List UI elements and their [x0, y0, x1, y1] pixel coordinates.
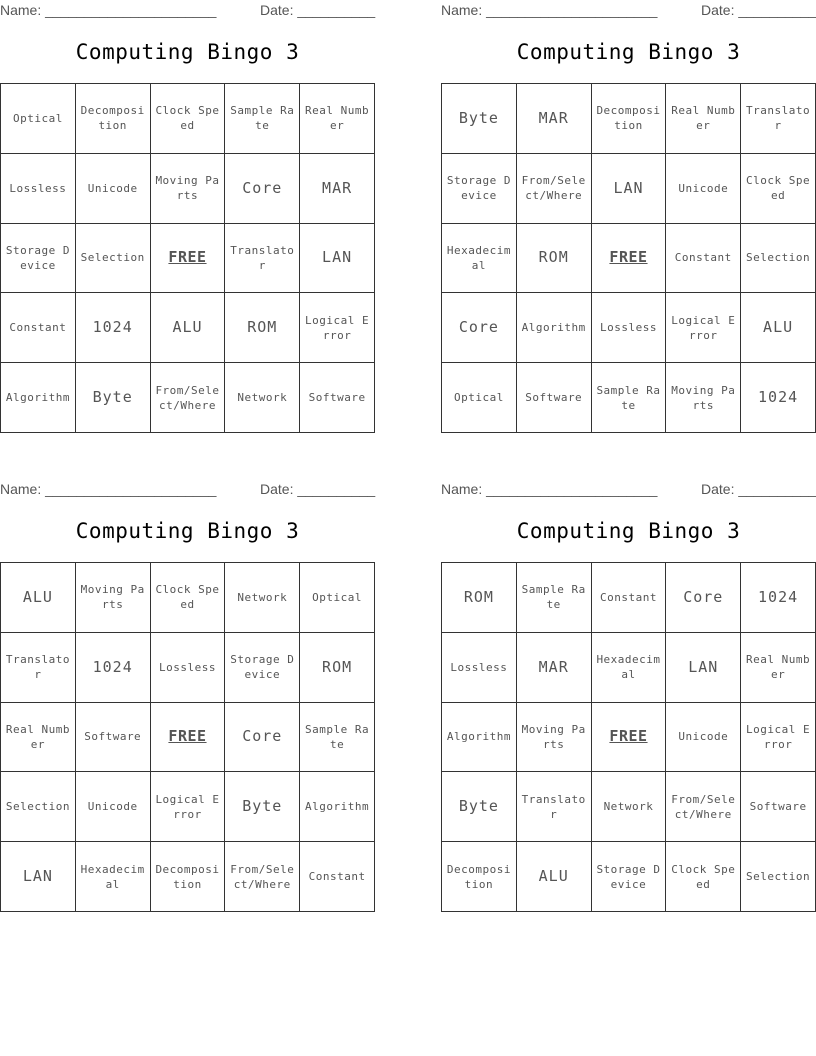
bingo-cell: Byte [76, 363, 151, 433]
bingo-cell: Byte [225, 772, 300, 842]
bingo-cell: Network [225, 563, 300, 633]
bingo-cell: Lossless [151, 633, 226, 703]
bingo-cell: ROM [300, 633, 375, 703]
bingo-cell: Clock Speed [741, 154, 816, 224]
bingo-cell: Core [225, 154, 300, 224]
bingo-grid [441, 562, 816, 912]
bingo-cell: Unicode [666, 703, 741, 773]
card-title: Computing Bingo 3 [516, 519, 741, 543]
bingo-cell: Logical Error [741, 703, 816, 773]
bingo-cell: 1024 [741, 363, 816, 433]
bingo-cell: Algorithm [300, 772, 375, 842]
bingo-cell: Unicode [76, 772, 151, 842]
bingo-cell: Unicode [666, 154, 741, 224]
bingo-cell: Real Number [1, 703, 76, 773]
free-space: FREE [151, 703, 226, 773]
name-date-line [441, 481, 816, 499]
bingo-cell: From/Select/Where [517, 154, 592, 224]
bingo-cell: Software [517, 363, 592, 433]
bingo-cell: Translator [741, 84, 816, 154]
bingo-cell: Clock Speed [151, 84, 226, 154]
bingo-cell: Unicode [76, 154, 151, 224]
bingo-cell: Decomposition [151, 842, 226, 912]
bingo-cell: Decomposition [76, 84, 151, 154]
bingo-cell: 1024 [76, 633, 151, 703]
bingo-cell: From/Select/Where [225, 842, 300, 912]
name-field-label: Name: ______________________ [441, 2, 658, 18]
bingo-cell: Moving Parts [517, 703, 592, 773]
bingo-cell: Network [225, 363, 300, 433]
card-title: Computing Bingo 3 [75, 519, 300, 543]
bingo-cell: Real Number [741, 633, 816, 703]
bingo-cell: ALU [741, 293, 816, 363]
free-space: FREE [592, 224, 667, 294]
bingo-cell: Logical Error [151, 772, 226, 842]
bingo-cell: Lossless [442, 633, 517, 703]
bingo-cell: Storage Device [1, 224, 76, 294]
bingo-cell: Algorithm [442, 703, 517, 773]
bingo-cell: Lossless [592, 293, 667, 363]
bingo-cell: Core [442, 293, 517, 363]
bingo-cell: LAN [666, 633, 741, 703]
bingo-cell: Core [225, 703, 300, 773]
bingo-cell: Real Number [666, 84, 741, 154]
bingo-cell: Moving Parts [151, 154, 226, 224]
bingo-cell: Constant [1, 293, 76, 363]
bingo-cell: ROM [225, 293, 300, 363]
bingo-cell: ALU [517, 842, 592, 912]
bingo-cell: Moving Parts [76, 563, 151, 633]
name-field-label: Name: ______________________ [441, 481, 658, 497]
bingo-cell: ROM [442, 563, 517, 633]
bingo-cell: Constant [300, 842, 375, 912]
name-field-label: Name: ______________________ [0, 481, 217, 497]
name-date-line [0, 481, 375, 499]
card-title: Computing Bingo 3 [516, 40, 741, 64]
bingo-cell: Sample Rate [300, 703, 375, 773]
bingo-cell: Core [666, 563, 741, 633]
bingo-cell: Logical Error [666, 293, 741, 363]
bingo-cell: Algorithm [517, 293, 592, 363]
bingo-cell: Storage Device [442, 154, 517, 224]
bingo-cell: Decomposition [592, 84, 667, 154]
bingo-cell: LAN [1, 842, 76, 912]
bingo-cell: Storage Device [225, 633, 300, 703]
bingo-grid [0, 562, 375, 912]
bingo-cell: Translator [225, 224, 300, 294]
bingo-cell: Byte [442, 772, 517, 842]
bingo-cell: LAN [592, 154, 667, 224]
bingo-grid [441, 83, 816, 433]
bingo-cell: Storage Device [592, 842, 667, 912]
bingo-cell: Sample Rate [225, 84, 300, 154]
bingo-cell: Optical [1, 84, 76, 154]
bingo-cell: Selection [741, 224, 816, 294]
bingo-cell: Software [741, 772, 816, 842]
bingo-cell: Constant [592, 563, 667, 633]
bingo-cell: Clock Speed [151, 563, 226, 633]
bingo-cell: Selection [1, 772, 76, 842]
bingo-cell: MAR [517, 633, 592, 703]
name-field-label: Name: ______________________ [0, 2, 217, 18]
date-field-label: Date: __________ [260, 481, 376, 497]
bingo-cell: Optical [442, 363, 517, 433]
bingo-cell: Algorithm [1, 363, 76, 433]
bingo-cell: MAR [300, 154, 375, 224]
free-space: FREE [151, 224, 226, 294]
bingo-cell: ALU [151, 293, 226, 363]
bingo-cell: Hexadecimal [442, 224, 517, 294]
bingo-cell: 1024 [76, 293, 151, 363]
bingo-cell: From/Select/Where [151, 363, 226, 433]
bingo-cell: LAN [300, 224, 375, 294]
bingo-grid [0, 83, 375, 433]
bingo-cell: Selection [741, 842, 816, 912]
date-field-label: Date: __________ [260, 2, 376, 18]
bingo-cell: Clock Speed [666, 842, 741, 912]
free-space: FREE [592, 703, 667, 773]
bingo-cell: Translator [1, 633, 76, 703]
bingo-cell: Decomposition [442, 842, 517, 912]
bingo-cell: Lossless [1, 154, 76, 224]
bingo-cell: Logical Error [300, 293, 375, 363]
bingo-cell: Translator [517, 772, 592, 842]
bingo-cell: 1024 [741, 563, 816, 633]
name-date-line [0, 2, 375, 20]
bingo-cell: ROM [517, 224, 592, 294]
bingo-cell: Network [592, 772, 667, 842]
date-field-label: Date: __________ [701, 2, 816, 18]
bingo-cell: Byte [442, 84, 517, 154]
bingo-cell: MAR [517, 84, 592, 154]
bingo-cell: Real Number [300, 84, 375, 154]
bingo-cell: Software [76, 703, 151, 773]
bingo-cell: Software [300, 363, 375, 433]
bingo-cell: Sample Rate [517, 563, 592, 633]
bingo-cell: Sample Rate [592, 363, 667, 433]
bingo-cell: Selection [76, 224, 151, 294]
bingo-cell: Moving Parts [666, 363, 741, 433]
bingo-cell: Constant [666, 224, 741, 294]
date-field-label: Date: __________ [701, 481, 816, 497]
bingo-cell: Hexadecimal [76, 842, 151, 912]
name-date-line [441, 2, 816, 20]
bingo-cell: From/Select/Where [666, 772, 741, 842]
bingo-cell: Optical [300, 563, 375, 633]
bingo-cell: ALU [1, 563, 76, 633]
card-title: Computing Bingo 3 [75, 40, 300, 64]
bingo-cell: Hexadecimal [592, 633, 667, 703]
